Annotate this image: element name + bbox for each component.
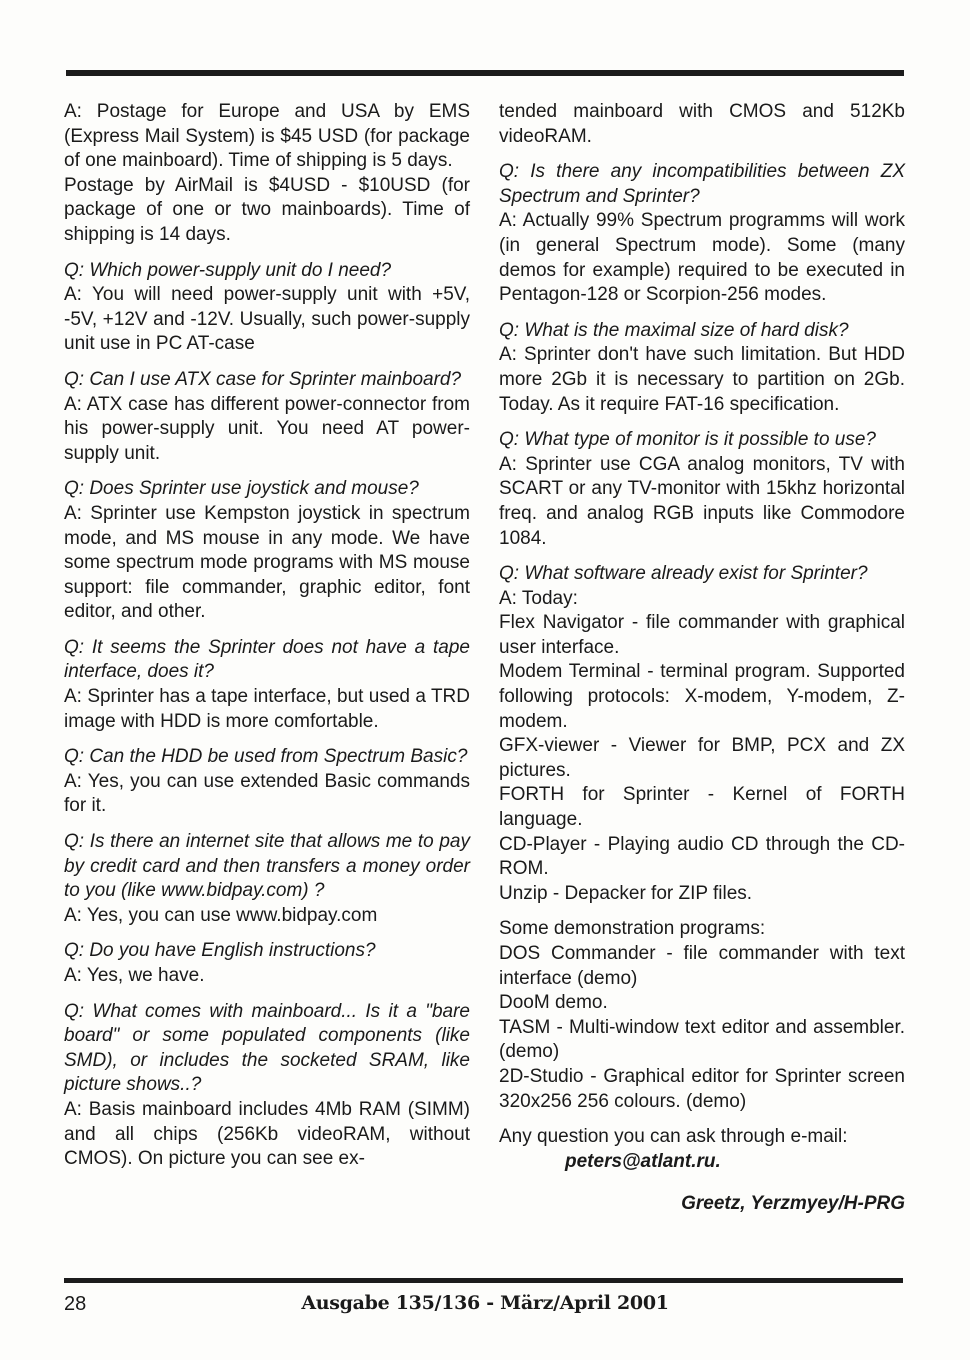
answer-text: A: Sprinter use Kempston joystick in spectrum mode, and MS mouse in any mode. We have some spectrum mode programs with MS mouse support: file commander, graphic editor, font editor, and other. xyxy=(64,502,470,623)
answer-text: A: Basis mainboard includes 4Mb RAM (SIMM) and all chips (256Kb videoRAM, without CMOS). On picture you can see ex- xyxy=(64,1098,470,1170)
demo-lead: Some demonstration programs: xyxy=(499,918,766,940)
question-text: Q: Do you have English instructions? xyxy=(64,940,376,962)
answer-text: A: Sprinter has a tape interface, but used a TRD image with HDD is more comfortable. xyxy=(64,686,470,732)
qa-item xyxy=(499,319,905,417)
contact-email[interactable]: peters@atlant.ru. xyxy=(565,1150,721,1172)
software-item: GFX-viewer - Viewer for BMP, PCX and ZX pictures. xyxy=(499,735,905,781)
software-item: Modem Terminal - terminal program. Supported following protocols: X-modem, Y-modem, Z-modem. xyxy=(499,661,905,732)
qa-item xyxy=(64,939,470,988)
continued-answer xyxy=(499,100,905,149)
answer-text: tended mainboard with CMOS and 512Kb videoRAM. xyxy=(499,101,905,147)
software-item: Flex Navigator - file commander with graphical user interface. xyxy=(499,612,905,658)
qa-item xyxy=(64,636,470,734)
qa-item xyxy=(64,1000,470,1172)
question-text: Q: Is there any incompatibilities between ZX Spectrum and Sprinter? xyxy=(499,161,905,207)
answer-text: A: Yes, we have. xyxy=(64,965,205,986)
question-text: Q: Does Sprinter use joystick and mouse? xyxy=(64,478,419,500)
software-item: FORTH for Sprinter - Kernel of FORTH language. xyxy=(499,784,905,831)
answer-text: Postage by AirMail is $4USD - $10USD (for package of one or two mainboards). Time of shipping is 14 days. xyxy=(64,174,470,245)
answer-text: A: Yes, you can use www.bidpay.com xyxy=(64,904,378,926)
header-rule xyxy=(66,70,904,76)
footer-rule xyxy=(64,1278,903,1283)
left-column xyxy=(64,100,470,1183)
demo-item: DOS Commander - file commander with text interface (demo) xyxy=(499,943,905,989)
issue-title: Ausgabe 135/136 - März/April 2001 xyxy=(301,1292,669,1314)
qa-item xyxy=(64,477,470,625)
question-text: Q: What is the maximal size of hard disk? xyxy=(499,319,849,341)
qa-item xyxy=(64,830,470,928)
demo-item: TASM - Multi-window text editor and assembler. (demo) xyxy=(499,1016,905,1063)
demo-item: 2D-Studio - Graphical editor for Sprinter screen 320x256 256 colours. (demo) xyxy=(499,1065,905,1112)
answer-text: A: You will need power-supply unit with +5V, -5V, +12V and -12V. Usually, such power-supply unit use in PC AT-case xyxy=(64,284,470,355)
question-text: Q: What software already exist for Sprinter? xyxy=(499,563,868,585)
question-text: Q: Can the HDD be used from Spectrum Basic? xyxy=(64,746,468,768)
qa-item xyxy=(64,745,470,819)
signature: Greetz, Yerzmyey/H-PRG xyxy=(681,1193,905,1215)
demo-item: DooM demo. xyxy=(499,992,608,1014)
answer-text: A: ATX case has different power-connector from his power-supply unit. You need AT power-supply unit. xyxy=(64,393,470,464)
answer-lead: A: Today: xyxy=(499,587,578,609)
qa-item xyxy=(499,160,905,308)
postage-answer xyxy=(64,100,470,248)
question-text: Q: What comes with mainboard... Is it a "bare board" or some populated components (like SMD), or includes the socketed SRAM, like picture shows..? xyxy=(64,1000,470,1096)
demo-list xyxy=(499,917,905,1114)
qa-item xyxy=(499,428,905,551)
question-text: Q: What type of monitor is it possible to use? xyxy=(499,429,877,451)
answer-text: A: Sprinter don't have such limitation. But HDD more 2Gb it is necessary to partition on 2Gb. Today. As it require FAT-16 specification. xyxy=(499,344,905,415)
contact-text: Any question you can ask through e-mail: xyxy=(499,1126,848,1148)
qa-item xyxy=(64,259,470,357)
question-text: Q: Can I use ATX case for Sprinter mainboard? xyxy=(64,368,462,390)
question-text: Q: Is there an internet site that allows me to pay by credit card and then transfers a money order to you (like www.bidpay.com) ? xyxy=(64,831,470,902)
contact xyxy=(499,1125,905,1174)
software-item: Unzip - Depacker for ZIP files. xyxy=(499,882,753,904)
page-number: 28 xyxy=(64,1293,87,1315)
answer-text: A: Sprinter use CGA analog monitors, TV with SCART or any TV-monitor with 15khz horizontal freq. and analog RGB inputs like Commodore 1084. xyxy=(499,453,905,549)
software-item: CD-Player - Playing audio CD through the CD-ROM. xyxy=(499,833,905,880)
question-text: Q: It seems the Sprinter does not have a tape interface, does it? xyxy=(64,636,470,683)
answer-text: A: Postage for Europe and USA by EMS (Express Mail System) is $45 USD (for package of one mainboard). Time of shipping is 5 days. xyxy=(64,101,470,172)
right-column xyxy=(499,100,905,1236)
answer-text: A: Yes, you can use extended Basic commands for it. xyxy=(64,770,470,817)
qa-item xyxy=(64,368,470,466)
question-text: Q: Which power-supply unit do I need? xyxy=(64,259,392,281)
answer-text: A: Actually 99% Spectrum programms will work (in general Spectrum mode). Some (many demos for example) required to be executed in Pentagon-128 or Scorpion-256 modes. xyxy=(499,210,905,306)
software-list xyxy=(499,562,905,906)
